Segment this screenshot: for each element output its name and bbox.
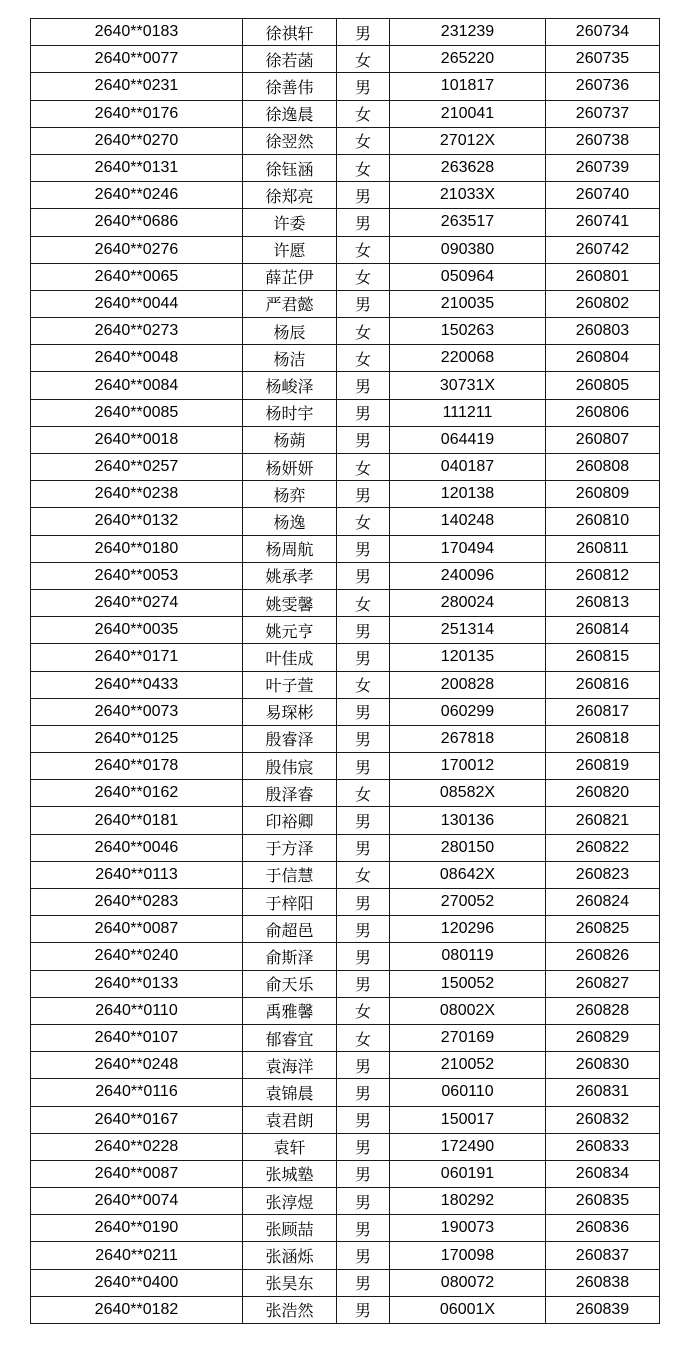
gender-cell: 男 xyxy=(337,1106,390,1133)
roster-body xyxy=(31,19,660,1324)
student-id-cell: 2640**0240 xyxy=(31,943,243,970)
student-id-cell: 2640**0228 xyxy=(31,1133,243,1160)
exam-number-cell: 260813 xyxy=(546,589,660,616)
table-row xyxy=(31,780,660,807)
id-suffix-cell: 080119 xyxy=(390,943,546,970)
gender-cell: 男 xyxy=(337,834,390,861)
student-id-cell: 2640**0116 xyxy=(31,1079,243,1106)
name-cell: 严君懿 xyxy=(243,290,337,317)
gender-cell: 男 xyxy=(337,617,390,644)
student-id-cell: 2640**0238 xyxy=(31,481,243,508)
table-row xyxy=(31,236,660,263)
gender-cell: 男 xyxy=(337,1052,390,1079)
name-cell: 殷伟宸 xyxy=(243,753,337,780)
exam-number-cell: 260831 xyxy=(546,1079,660,1106)
name-cell: 袁海洋 xyxy=(243,1052,337,1079)
student-id-cell: 2640**0087 xyxy=(31,916,243,943)
exam-number-cell: 260816 xyxy=(546,671,660,698)
table-row xyxy=(31,399,660,426)
exam-number-cell: 260811 xyxy=(546,535,660,562)
student-id-cell: 2640**0180 xyxy=(31,535,243,562)
name-cell: 徐若菡 xyxy=(243,46,337,73)
name-cell: 俞天乐 xyxy=(243,970,337,997)
gender-cell: 男 xyxy=(337,698,390,725)
exam-number-cell: 260734 xyxy=(546,19,660,46)
name-cell: 叶佳成 xyxy=(243,644,337,671)
gender-cell: 男 xyxy=(337,943,390,970)
table-row xyxy=(31,182,660,209)
student-id-cell: 2640**0131 xyxy=(31,154,243,181)
name-cell: 于梓阳 xyxy=(243,889,337,916)
student-id-cell: 2640**0073 xyxy=(31,698,243,725)
table-row xyxy=(31,426,660,453)
student-id-cell: 2640**0125 xyxy=(31,725,243,752)
table-row xyxy=(31,154,660,181)
id-suffix-cell: 050964 xyxy=(390,263,546,290)
table-row xyxy=(31,1024,660,1051)
name-cell: 杨逸 xyxy=(243,508,337,535)
table-row xyxy=(31,19,660,46)
student-id-cell: 2640**0053 xyxy=(31,562,243,589)
student-id-cell: 2640**0231 xyxy=(31,73,243,100)
name-cell: 于信慧 xyxy=(243,861,337,888)
student-id-cell: 2640**0178 xyxy=(31,753,243,780)
table-row xyxy=(31,562,660,589)
table-row xyxy=(31,1106,660,1133)
table-row xyxy=(31,1296,660,1323)
id-suffix-cell: 120138 xyxy=(390,481,546,508)
exam-number-cell: 260736 xyxy=(546,73,660,100)
exam-number-cell: 260825 xyxy=(546,916,660,943)
gender-cell: 女 xyxy=(337,780,390,807)
id-suffix-cell: 190073 xyxy=(390,1215,546,1242)
id-suffix-cell: 270052 xyxy=(390,889,546,916)
name-cell: 徐善伟 xyxy=(243,73,337,100)
table-row xyxy=(31,1188,660,1215)
table-row xyxy=(31,1242,660,1269)
exam-number-cell: 260836 xyxy=(546,1215,660,1242)
gender-cell: 男 xyxy=(337,1215,390,1242)
exam-number-cell: 260839 xyxy=(546,1296,660,1323)
gender-cell: 女 xyxy=(337,671,390,698)
name-cell: 杨弈 xyxy=(243,481,337,508)
exam-number-cell: 260835 xyxy=(546,1188,660,1215)
gender-cell: 男 xyxy=(337,399,390,426)
name-cell: 杨蒴 xyxy=(243,426,337,453)
table-row xyxy=(31,725,660,752)
exam-number-cell: 260740 xyxy=(546,182,660,209)
id-suffix-cell: 263517 xyxy=(390,209,546,236)
table-row xyxy=(31,535,660,562)
table-row xyxy=(31,753,660,780)
exam-number-cell: 260804 xyxy=(546,345,660,372)
name-cell: 殷睿泽 xyxy=(243,725,337,752)
id-suffix-cell: 06001X xyxy=(390,1296,546,1323)
student-id-cell: 2640**0077 xyxy=(31,46,243,73)
id-suffix-cell: 111211 xyxy=(390,399,546,426)
student-id-cell: 2640**0035 xyxy=(31,617,243,644)
name-cell: 徐钰涵 xyxy=(243,154,337,181)
id-suffix-cell: 280024 xyxy=(390,589,546,616)
id-suffix-cell: 267818 xyxy=(390,725,546,752)
roster-table xyxy=(30,18,660,1324)
gender-cell: 女 xyxy=(337,1024,390,1051)
gender-cell: 男 xyxy=(337,481,390,508)
id-suffix-cell: 210052 xyxy=(390,1052,546,1079)
id-suffix-cell: 150263 xyxy=(390,318,546,345)
gender-cell: 男 xyxy=(337,535,390,562)
gender-cell: 女 xyxy=(337,318,390,345)
student-id-cell: 2640**0113 xyxy=(31,861,243,888)
table-row xyxy=(31,127,660,154)
exam-number-cell: 260834 xyxy=(546,1160,660,1187)
gender-cell: 男 xyxy=(337,1133,390,1160)
name-cell: 张浩然 xyxy=(243,1296,337,1323)
id-suffix-cell: 080072 xyxy=(390,1269,546,1296)
exam-number-cell: 260741 xyxy=(546,209,660,236)
exam-number-cell: 260830 xyxy=(546,1052,660,1079)
id-suffix-cell: 220068 xyxy=(390,345,546,372)
table-row xyxy=(31,807,660,834)
exam-number-cell: 260826 xyxy=(546,943,660,970)
name-cell: 杨洁 xyxy=(243,345,337,372)
exam-number-cell: 260824 xyxy=(546,889,660,916)
exam-number-cell: 260809 xyxy=(546,481,660,508)
table-row xyxy=(31,263,660,290)
name-cell: 于方泽 xyxy=(243,834,337,861)
student-id-cell: 2640**0046 xyxy=(31,834,243,861)
id-suffix-cell: 140248 xyxy=(390,508,546,535)
table-row xyxy=(31,889,660,916)
name-cell: 徐祺轩 xyxy=(243,19,337,46)
gender-cell: 男 xyxy=(337,182,390,209)
gender-cell: 男 xyxy=(337,290,390,317)
table-row xyxy=(31,861,660,888)
table-row xyxy=(31,372,660,399)
id-suffix-cell: 08642X xyxy=(390,861,546,888)
name-cell: 袁轩 xyxy=(243,1133,337,1160)
gender-cell: 女 xyxy=(337,236,390,263)
exam-number-cell: 260827 xyxy=(546,970,660,997)
student-id-cell: 2640**0171 xyxy=(31,644,243,671)
id-suffix-cell: 270169 xyxy=(390,1024,546,1051)
exam-number-cell: 260735 xyxy=(546,46,660,73)
gender-cell: 女 xyxy=(337,345,390,372)
id-suffix-cell: 180292 xyxy=(390,1188,546,1215)
gender-cell: 女 xyxy=(337,454,390,481)
id-suffix-cell: 064419 xyxy=(390,426,546,453)
student-id-cell: 2640**0211 xyxy=(31,1242,243,1269)
gender-cell: 男 xyxy=(337,1079,390,1106)
gender-cell: 男 xyxy=(337,1296,390,1323)
table-row xyxy=(31,454,660,481)
table-row xyxy=(31,481,660,508)
name-cell: 袁锦晨 xyxy=(243,1079,337,1106)
id-suffix-cell: 060299 xyxy=(390,698,546,725)
table-row xyxy=(31,997,660,1024)
student-id-cell: 2640**0085 xyxy=(31,399,243,426)
exam-number-cell: 260806 xyxy=(546,399,660,426)
table-row xyxy=(31,290,660,317)
name-cell: 张涵烁 xyxy=(243,1242,337,1269)
exam-number-cell: 260815 xyxy=(546,644,660,671)
exam-number-cell: 260823 xyxy=(546,861,660,888)
id-suffix-cell: 200828 xyxy=(390,671,546,698)
table-row xyxy=(31,46,660,73)
gender-cell: 男 xyxy=(337,1188,390,1215)
exam-number-cell: 260739 xyxy=(546,154,660,181)
id-suffix-cell: 263628 xyxy=(390,154,546,181)
gender-cell: 女 xyxy=(337,263,390,290)
name-cell: 杨妍妍 xyxy=(243,454,337,481)
id-suffix-cell: 060110 xyxy=(390,1079,546,1106)
exam-number-cell: 260821 xyxy=(546,807,660,834)
id-suffix-cell: 150017 xyxy=(390,1106,546,1133)
student-id-cell: 2640**0248 xyxy=(31,1052,243,1079)
name-cell: 杨辰 xyxy=(243,318,337,345)
exam-number-cell: 260810 xyxy=(546,508,660,535)
name-cell: 杨时宇 xyxy=(243,399,337,426)
table-row xyxy=(31,834,660,861)
id-suffix-cell: 150052 xyxy=(390,970,546,997)
student-id-cell: 2640**0257 xyxy=(31,454,243,481)
gender-cell: 男 xyxy=(337,1160,390,1187)
table-row xyxy=(31,1052,660,1079)
exam-number-cell: 260807 xyxy=(546,426,660,453)
name-cell: 印裕卿 xyxy=(243,807,337,834)
id-suffix-cell: 090380 xyxy=(390,236,546,263)
gender-cell: 男 xyxy=(337,644,390,671)
gender-cell: 女 xyxy=(337,127,390,154)
student-id-cell: 2640**0182 xyxy=(31,1296,243,1323)
name-cell: 姚承孝 xyxy=(243,562,337,589)
exam-number-cell: 260805 xyxy=(546,372,660,399)
exam-number-cell: 260833 xyxy=(546,1133,660,1160)
gender-cell: 女 xyxy=(337,154,390,181)
name-cell: 袁君朗 xyxy=(243,1106,337,1133)
student-id-cell: 2640**0110 xyxy=(31,997,243,1024)
student-id-cell: 2640**0686 xyxy=(31,209,243,236)
student-id-cell: 2640**0433 xyxy=(31,671,243,698)
id-suffix-cell: 210041 xyxy=(390,100,546,127)
student-id-cell: 2640**0065 xyxy=(31,263,243,290)
id-suffix-cell: 265220 xyxy=(390,46,546,73)
id-suffix-cell: 27012X xyxy=(390,127,546,154)
name-cell: 杨峻泽 xyxy=(243,372,337,399)
exam-number-cell: 260803 xyxy=(546,318,660,345)
student-id-cell: 2640**0274 xyxy=(31,589,243,616)
exam-number-cell: 260742 xyxy=(546,236,660,263)
student-id-cell: 2640**0167 xyxy=(31,1106,243,1133)
name-cell: 叶子萱 xyxy=(243,671,337,698)
id-suffix-cell: 240096 xyxy=(390,562,546,589)
gender-cell: 男 xyxy=(337,426,390,453)
student-id-cell: 2640**0133 xyxy=(31,970,243,997)
exam-number-cell: 260822 xyxy=(546,834,660,861)
exam-number-cell: 260818 xyxy=(546,725,660,752)
exam-number-cell: 260828 xyxy=(546,997,660,1024)
gender-cell: 男 xyxy=(337,19,390,46)
gender-cell: 男 xyxy=(337,562,390,589)
name-cell: 张昊东 xyxy=(243,1269,337,1296)
gender-cell: 男 xyxy=(337,1269,390,1296)
gender-cell: 女 xyxy=(337,589,390,616)
student-id-cell: 2640**0084 xyxy=(31,372,243,399)
exam-number-cell: 260817 xyxy=(546,698,660,725)
student-id-cell: 2640**0176 xyxy=(31,100,243,127)
student-id-cell: 2640**0246 xyxy=(31,182,243,209)
id-suffix-cell: 170098 xyxy=(390,1242,546,1269)
student-id-cell: 2640**0273 xyxy=(31,318,243,345)
id-suffix-cell: 170012 xyxy=(390,753,546,780)
student-id-cell: 2640**0190 xyxy=(31,1215,243,1242)
gender-cell: 女 xyxy=(337,508,390,535)
student-id-cell: 2640**0283 xyxy=(31,889,243,916)
name-cell: 张淳煜 xyxy=(243,1188,337,1215)
name-cell: 杨周航 xyxy=(243,535,337,562)
exam-number-cell: 260738 xyxy=(546,127,660,154)
name-cell: 徐逸晨 xyxy=(243,100,337,127)
id-suffix-cell: 08002X xyxy=(390,997,546,1024)
id-suffix-cell: 231239 xyxy=(390,19,546,46)
table-row xyxy=(31,916,660,943)
id-suffix-cell: 172490 xyxy=(390,1133,546,1160)
id-suffix-cell: 30731X xyxy=(390,372,546,399)
exam-number-cell: 260832 xyxy=(546,1106,660,1133)
exam-number-cell: 260812 xyxy=(546,562,660,589)
exam-number-cell: 260801 xyxy=(546,263,660,290)
student-id-cell: 2640**0183 xyxy=(31,19,243,46)
gender-cell: 女 xyxy=(337,46,390,73)
name-cell: 许委 xyxy=(243,209,337,236)
table-row xyxy=(31,73,660,100)
id-suffix-cell: 120135 xyxy=(390,644,546,671)
table-row xyxy=(31,617,660,644)
exam-number-cell: 260829 xyxy=(546,1024,660,1051)
name-cell: 张顾喆 xyxy=(243,1215,337,1242)
gender-cell: 女 xyxy=(337,861,390,888)
table-row xyxy=(31,1160,660,1187)
student-id-cell: 2640**0270 xyxy=(31,127,243,154)
id-suffix-cell: 08582X xyxy=(390,780,546,807)
name-cell: 殷泽睿 xyxy=(243,780,337,807)
name-cell: 禹雅馨 xyxy=(243,997,337,1024)
id-suffix-cell: 21033X xyxy=(390,182,546,209)
gender-cell: 男 xyxy=(337,889,390,916)
student-id-cell: 2640**0400 xyxy=(31,1269,243,1296)
id-suffix-cell: 210035 xyxy=(390,290,546,317)
exam-number-cell: 260802 xyxy=(546,290,660,317)
student-id-cell: 2640**0181 xyxy=(31,807,243,834)
id-suffix-cell: 060191 xyxy=(390,1160,546,1187)
table-row xyxy=(31,1215,660,1242)
table-row xyxy=(31,345,660,372)
table-row xyxy=(31,209,660,236)
table-row xyxy=(31,970,660,997)
name-cell: 徐翌然 xyxy=(243,127,337,154)
name-cell: 薛芷伊 xyxy=(243,263,337,290)
exam-number-cell: 260808 xyxy=(546,454,660,481)
table-row xyxy=(31,1269,660,1296)
table-row xyxy=(31,943,660,970)
table-row xyxy=(31,589,660,616)
name-cell: 姚元亨 xyxy=(243,617,337,644)
gender-cell: 男 xyxy=(337,209,390,236)
gender-cell: 男 xyxy=(337,807,390,834)
gender-cell: 男 xyxy=(337,725,390,752)
gender-cell: 男 xyxy=(337,970,390,997)
gender-cell: 男 xyxy=(337,372,390,399)
student-id-cell: 2640**0087 xyxy=(31,1160,243,1187)
exam-number-cell: 260837 xyxy=(546,1242,660,1269)
name-cell: 姚雯馨 xyxy=(243,589,337,616)
id-suffix-cell: 280150 xyxy=(390,834,546,861)
gender-cell: 男 xyxy=(337,73,390,100)
student-id-cell: 2640**0018 xyxy=(31,426,243,453)
exam-number-cell: 260814 xyxy=(546,617,660,644)
exam-number-cell: 260820 xyxy=(546,780,660,807)
gender-cell: 女 xyxy=(337,997,390,1024)
student-id-cell: 2640**0107 xyxy=(31,1024,243,1051)
student-id-cell: 2640**0048 xyxy=(31,345,243,372)
name-cell: 许愿 xyxy=(243,236,337,263)
name-cell: 易琛彬 xyxy=(243,698,337,725)
table-row xyxy=(31,644,660,671)
student-id-cell: 2640**0162 xyxy=(31,780,243,807)
name-cell: 郁睿宜 xyxy=(243,1024,337,1051)
id-suffix-cell: 251314 xyxy=(390,617,546,644)
id-suffix-cell: 130136 xyxy=(390,807,546,834)
table-row xyxy=(31,318,660,345)
name-cell: 张城塾 xyxy=(243,1160,337,1187)
table-row xyxy=(31,671,660,698)
exam-number-cell: 260737 xyxy=(546,100,660,127)
table-row xyxy=(31,100,660,127)
name-cell: 徐郑亮 xyxy=(243,182,337,209)
student-id-cell: 2640**0276 xyxy=(31,236,243,263)
gender-cell: 男 xyxy=(337,916,390,943)
student-id-cell: 2640**0044 xyxy=(31,290,243,317)
table-row xyxy=(31,698,660,725)
table-row xyxy=(31,1079,660,1106)
exam-number-cell: 260819 xyxy=(546,753,660,780)
gender-cell: 女 xyxy=(337,100,390,127)
id-suffix-cell: 120296 xyxy=(390,916,546,943)
gender-cell: 男 xyxy=(337,1242,390,1269)
table-row xyxy=(31,1133,660,1160)
student-id-cell: 2640**0132 xyxy=(31,508,243,535)
table-row xyxy=(31,508,660,535)
id-suffix-cell: 040187 xyxy=(390,454,546,481)
id-suffix-cell: 101817 xyxy=(390,73,546,100)
name-cell: 俞超邑 xyxy=(243,916,337,943)
name-cell: 俞斯泽 xyxy=(243,943,337,970)
student-id-cell: 2640**0074 xyxy=(31,1188,243,1215)
gender-cell: 男 xyxy=(337,753,390,780)
id-suffix-cell: 170494 xyxy=(390,535,546,562)
exam-number-cell: 260838 xyxy=(546,1269,660,1296)
